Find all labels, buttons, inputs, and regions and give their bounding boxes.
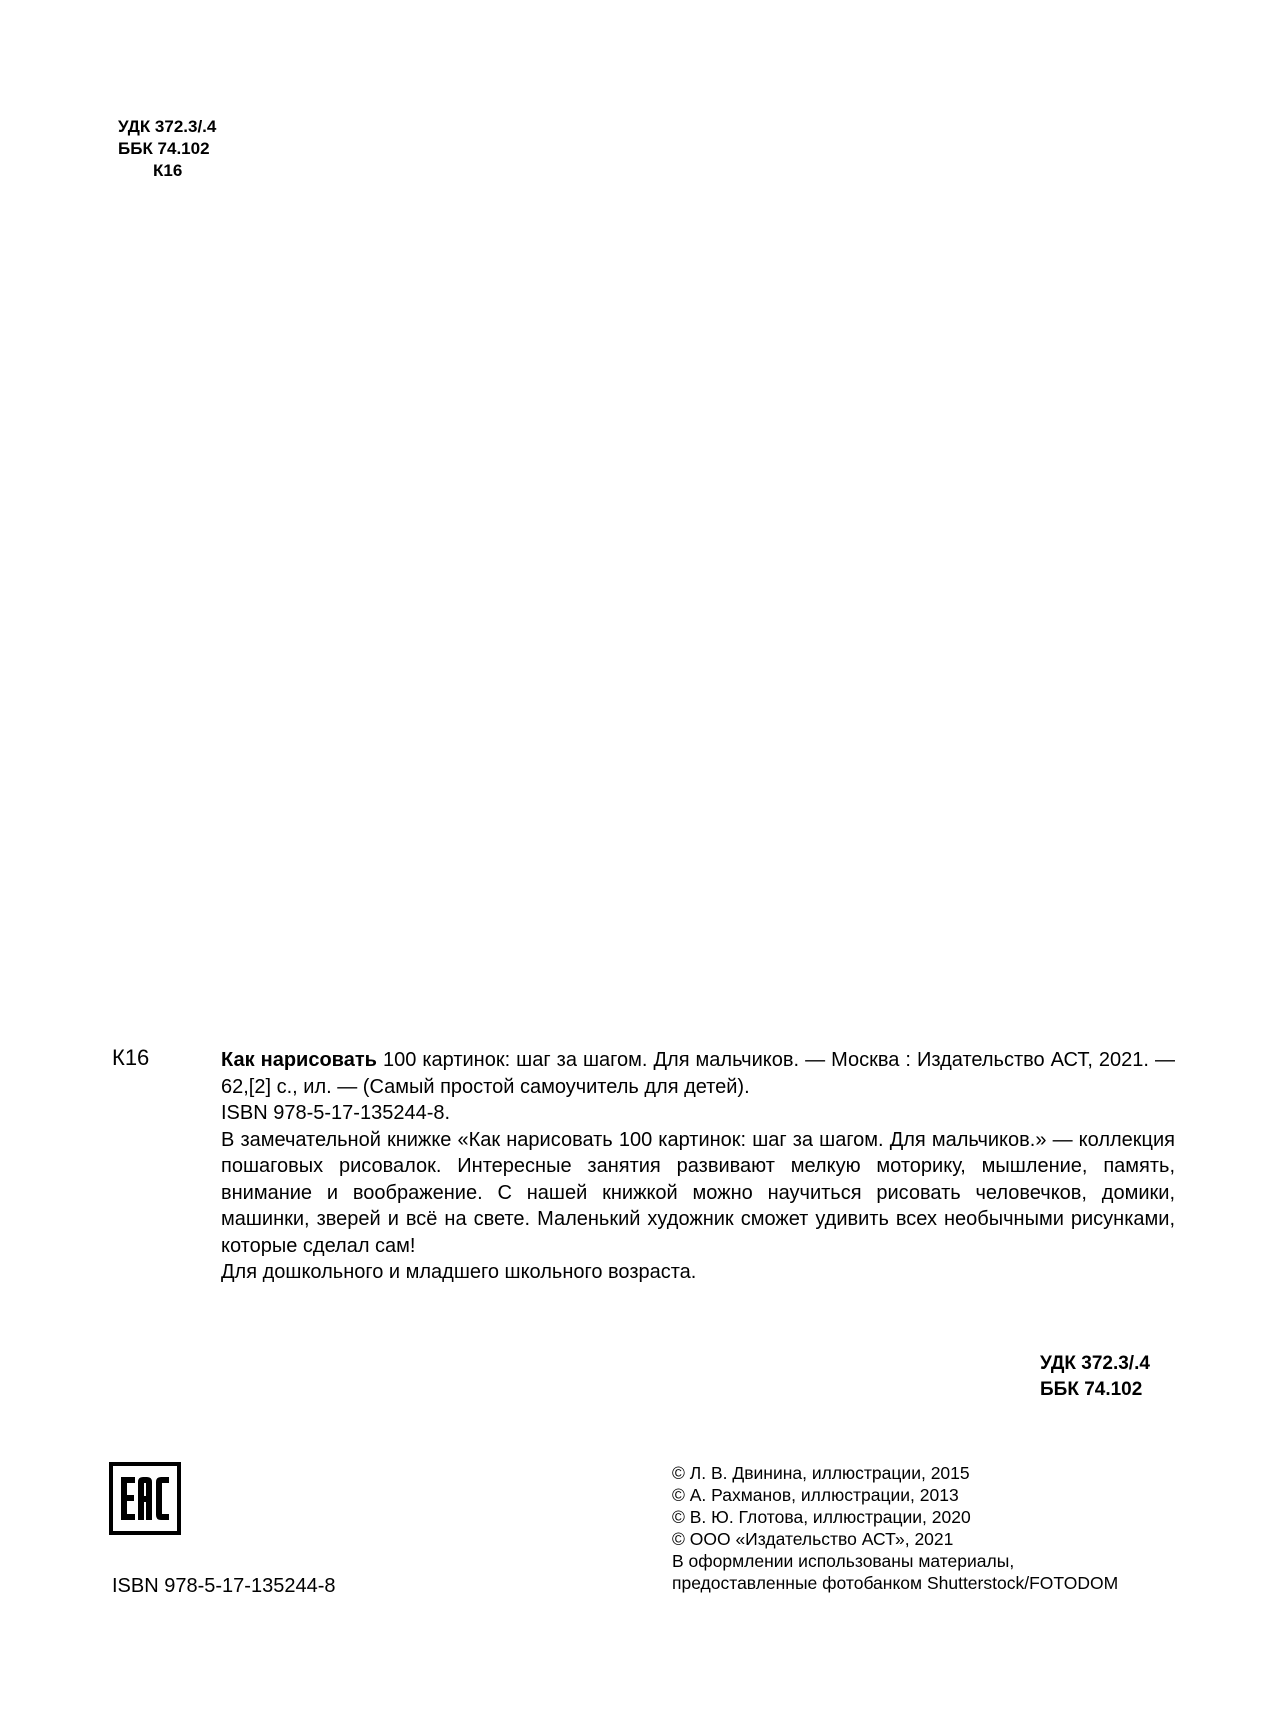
audience-note: Для дошкольного и младшего школьного возраста. xyxy=(221,1261,697,1283)
isbn-bottom: ISBN 978-5-17-135244-8 xyxy=(112,1575,336,1597)
copyright-line: © Л. В. Двинина, иллюстрации, 2015 xyxy=(672,1463,970,1483)
copyright-line: © А. Рахманов, иллюстрации, 2013 xyxy=(672,1485,959,1505)
author-mark: К16 xyxy=(153,161,183,180)
materials-note: предоставленные фотобанком Shutterstock/FOTODOM xyxy=(672,1573,1119,1593)
bbk-code: ББК 74.102 xyxy=(118,139,210,158)
classification-header xyxy=(118,116,216,182)
materials-note: В оформлении использованы материалы, xyxy=(672,1551,1015,1571)
udk-code: УДК 372.3/.4 xyxy=(118,117,217,136)
bbk-code-footer: ББК 74.102 xyxy=(1040,1379,1143,1400)
copyright-line: © ООО «Издательство АСТ», 2021 xyxy=(672,1529,954,1549)
catalog-author-mark: К16 xyxy=(112,1045,150,1070)
eac-mark-icon xyxy=(109,1462,181,1535)
copyright-block xyxy=(672,1462,1118,1594)
bibliographic-details: 100 картинок: шаг за шагом. Для мальчиков. — Москва : Издательство АСТ, 2021. — 62,[2] с., ил. — (Самый простой самоучитель для детей). xyxy=(221,1049,1175,1098)
isbn-line: ISBN 978-5-17-135244-8. xyxy=(221,1102,451,1124)
udk-code-footer: УДК 372.3/.4 xyxy=(1040,1353,1150,1374)
copyright-line: © В. Ю. Глотова, иллюстрации, 2020 xyxy=(672,1507,971,1527)
classification-footer xyxy=(1040,1351,1150,1403)
catalog-entry xyxy=(221,1047,1175,1286)
bibliographic-record xyxy=(221,1047,1175,1100)
book-title-lead: Как нарисовать xyxy=(221,1049,377,1071)
annotation: В замечательной книжке «Как нарисовать 100 картинок: шаг за шагом. Для мальчиков.» — коллекция пошаговых рисовалок. Интересные занятия развивают мелкую моторику, мышление, память, внимание и воображение. С нашей книжкой можно научиться рисовать человечков, домики, машинки, зверей и всё на свете. Маленький художник сможет удивить всех необычными рисунками, которые сделал сам! xyxy=(221,1128,1175,1257)
